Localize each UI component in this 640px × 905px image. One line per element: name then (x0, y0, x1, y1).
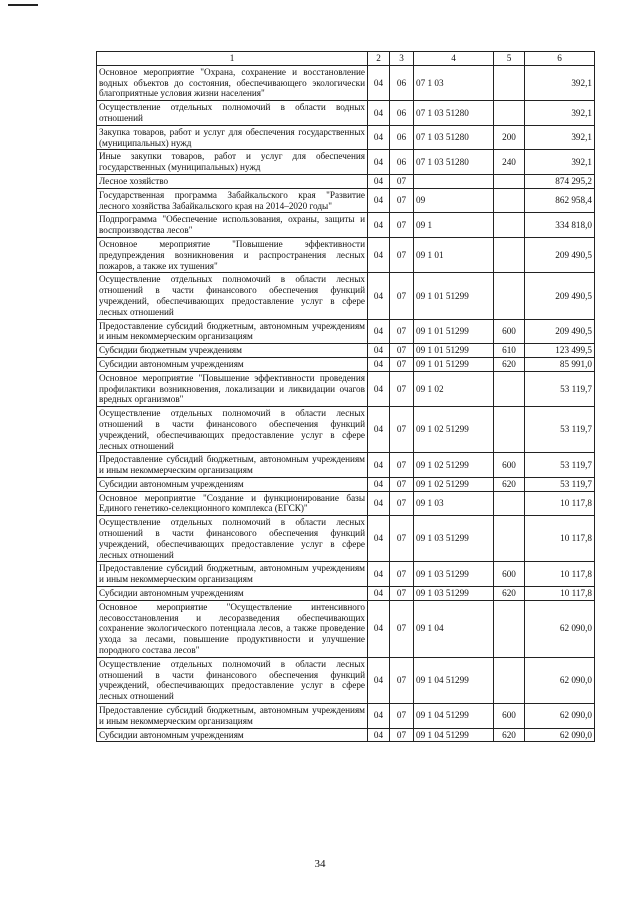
row-expense-type-cell (494, 600, 525, 657)
row-expense-type-cell (494, 657, 525, 703)
row-subsection-cell: 07 (390, 407, 414, 453)
table-row (97, 237, 595, 272)
row-subsection-cell: 07 (390, 453, 414, 478)
row-expense-type-cell (494, 101, 525, 126)
row-section-cell: 04 (368, 562, 390, 587)
row-amount-cell: 10 117,8 (525, 587, 595, 601)
row-amount-cell: 62 090,0 (525, 600, 595, 657)
row-expense-type-cell: 600 (494, 453, 525, 478)
table-row (97, 491, 595, 516)
row-amount-cell: 392,1 (525, 65, 595, 100)
row-subsection-cell: 07 (390, 562, 414, 587)
header-cell: 3 (390, 52, 414, 66)
row-amount-cell: 62 090,0 (525, 704, 595, 729)
row-subsection-cell: 06 (390, 150, 414, 175)
row-name-cell: Субсидии бюджетным учреждениям (97, 344, 368, 358)
header-cell: 5 (494, 52, 525, 66)
row-subsection-cell: 07 (390, 728, 414, 742)
table-row (97, 704, 595, 729)
row-subsection-cell: 07 (390, 213, 414, 238)
row-amount-cell: 53 119,7 (525, 453, 595, 478)
row-amount-cell: 53 119,7 (525, 477, 595, 491)
row-expense-type-cell: 610 (494, 344, 525, 358)
row-expense-type-cell (494, 65, 525, 100)
budget-table (96, 51, 595, 742)
row-section-cell: 04 (368, 371, 390, 406)
row-name-cell: Субсидии автономным учреждениям (97, 728, 368, 742)
table-row (97, 174, 595, 188)
row-name-cell: Предоставление субсидий бюджетным, автономным учреждениям и иным некоммерческим организациям (97, 562, 368, 587)
row-name-cell: Осуществление отдельных полномочий в области лесных отношений в части финансового обеспечения функций учреждений, обеспечивающих предоставление услуг в сфере лесных отношений (97, 407, 368, 453)
row-section-cell: 04 (368, 174, 390, 188)
row-section-cell: 04 (368, 150, 390, 175)
row-subsection-cell: 06 (390, 65, 414, 100)
table-row (97, 407, 595, 453)
table-row (97, 371, 595, 406)
row-amount-cell: 10 117,8 (525, 516, 595, 562)
row-subsection-cell: 06 (390, 125, 414, 150)
row-subsection-cell: 07 (390, 491, 414, 516)
row-name-cell: Осуществление отдельных полномочий в области лесных отношений в части финансового обеспечения функций учреждений, обеспечивающих предоставление услуг в сфере лесных отношений (97, 516, 368, 562)
row-subsection-cell: 07 (390, 600, 414, 657)
row-expense-type-cell: 200 (494, 125, 525, 150)
row-target-code-cell: 07 1 03 51280 (414, 150, 494, 175)
row-target-code-cell: 09 (414, 188, 494, 213)
row-name-cell: Государственная программа Забайкальского края "Развитие лесного хозяйства Забайкальского края на 2014–2020 годы" (97, 188, 368, 213)
table-body (97, 65, 595, 742)
row-section-cell: 04 (368, 587, 390, 601)
row-subsection-cell: 07 (390, 357, 414, 371)
row-name-cell: Основное мероприятие "Повышение эффективности предупреждения возникновения и распространения лесных пожаров, а также их тушения" (97, 237, 368, 272)
row-section-cell: 04 (368, 477, 390, 491)
row-amount-cell: 209 490,5 (525, 319, 595, 344)
row-name-cell: Иные закупки товаров, работ и услуг для обеспечения государственных (муниципальных) нужд (97, 150, 368, 175)
row-expense-type-cell: 600 (494, 562, 525, 587)
row-section-cell: 04 (368, 728, 390, 742)
row-target-code-cell: 09 1 04 51299 (414, 657, 494, 703)
row-section-cell: 04 (368, 657, 390, 703)
header-cell: 6 (525, 52, 595, 66)
row-target-code-cell: 09 1 01 51299 (414, 319, 494, 344)
row-subsection-cell: 07 (390, 704, 414, 729)
row-target-code-cell: 09 1 02 51299 (414, 453, 494, 478)
row-amount-cell: 334 818,0 (525, 213, 595, 238)
row-name-cell: Осуществление отдельных полномочий в области лесных отношений в части финансового обеспечения функций учреждений, обеспечивающих предоставление услуг в сфере лесных отношений (97, 657, 368, 703)
table-header-row (97, 52, 595, 66)
row-subsection-cell: 06 (390, 101, 414, 126)
row-amount-cell: 62 090,0 (525, 728, 595, 742)
row-target-code-cell: 09 1 04 51299 (414, 728, 494, 742)
row-section-cell: 04 (368, 188, 390, 213)
table-row (97, 357, 595, 371)
row-target-code-cell: 09 1 03 51299 (414, 516, 494, 562)
row-amount-cell: 392,1 (525, 150, 595, 175)
row-target-code-cell: 09 1 02 (414, 371, 494, 406)
row-amount-cell: 85 991,0 (525, 357, 595, 371)
row-expense-type-cell (494, 371, 525, 406)
row-subsection-cell: 07 (390, 371, 414, 406)
row-section-cell: 04 (368, 319, 390, 344)
row-subsection-cell: 07 (390, 587, 414, 601)
table-row (97, 657, 595, 703)
table-row (97, 562, 595, 587)
row-name-cell: Субсидии автономным учреждениям (97, 587, 368, 601)
table-row (97, 125, 595, 150)
row-amount-cell: 209 490,5 (525, 273, 595, 319)
row-target-code-cell: 09 1 03 51299 (414, 587, 494, 601)
row-amount-cell: 209 490,5 (525, 237, 595, 272)
row-expense-type-cell: 620 (494, 587, 525, 601)
row-subsection-cell: 07 (390, 516, 414, 562)
row-section-cell: 04 (368, 344, 390, 358)
row-target-code-cell: 09 1 01 (414, 237, 494, 272)
row-target-code-cell (414, 174, 494, 188)
table-row (97, 188, 595, 213)
table-row (97, 453, 595, 478)
table-row (97, 65, 595, 100)
row-section-cell: 04 (368, 491, 390, 516)
row-expense-type-cell (494, 174, 525, 188)
row-target-code-cell: 09 1 (414, 213, 494, 238)
row-section-cell: 04 (368, 704, 390, 729)
row-name-cell: Основное мероприятие "Осуществление интенсивного лесовосстановления и лесоразведения обеспечивающих сохранение экологического потенциала лесов, а также проведение ухода за лесами, повышение продуктивности и улучшение породного состава лесов" (97, 600, 368, 657)
row-name-cell: Субсидии автономным учреждениям (97, 357, 368, 371)
row-subsection-cell: 07 (390, 237, 414, 272)
row-expense-type-cell (494, 491, 525, 516)
row-section-cell: 04 (368, 101, 390, 126)
page-number: 34 (314, 858, 326, 870)
row-expense-type-cell (494, 516, 525, 562)
row-name-cell: Осуществление отдельных полномочий в области водных отношений (97, 101, 368, 126)
row-section-cell: 04 (368, 407, 390, 453)
row-target-code-cell: 07 1 03 (414, 65, 494, 100)
row-amount-cell: 10 117,8 (525, 491, 595, 516)
row-target-code-cell: 09 1 01 51299 (414, 357, 494, 371)
row-name-cell: Основное мероприятие "Повышение эффективности проведения профилактики возникновения, локализации и ликвидации очагов вредных организмов" (97, 371, 368, 406)
row-amount-cell: 862 958,4 (525, 188, 595, 213)
row-name-cell: Субсидии автономным учреждениям (97, 477, 368, 491)
row-target-code-cell: 07 1 03 51280 (414, 125, 494, 150)
row-target-code-cell: 09 1 01 51299 (414, 344, 494, 358)
row-target-code-cell: 09 1 03 51299 (414, 562, 494, 587)
row-target-code-cell: 09 1 04 (414, 600, 494, 657)
row-name-cell: Закупка товаров, работ и услуг для обеспечения государственных (муниципальных) нужд (97, 125, 368, 150)
table-row (97, 600, 595, 657)
row-expense-type-cell (494, 273, 525, 319)
row-amount-cell: 392,1 (525, 101, 595, 126)
row-subsection-cell: 07 (390, 344, 414, 358)
row-target-code-cell: 09 1 01 51299 (414, 273, 494, 319)
row-name-cell: Лесное хозяйство (97, 174, 368, 188)
row-name-cell: Основное мероприятие "Охрана, сохранение и восстановление водных объектов до состояния, обеспечивающего экологически благоприятные условия жизни населения" (97, 65, 368, 100)
row-section-cell: 04 (368, 357, 390, 371)
row-expense-type-cell: 620 (494, 728, 525, 742)
row-amount-cell: 392,1 (525, 125, 595, 150)
table-row (97, 273, 595, 319)
row-section-cell: 04 (368, 213, 390, 238)
row-target-code-cell: 09 1 04 51299 (414, 704, 494, 729)
row-amount-cell: 874 295,2 (525, 174, 595, 188)
row-subsection-cell: 07 (390, 319, 414, 344)
table-row (97, 728, 595, 742)
table-row (97, 319, 595, 344)
row-expense-type-cell: 620 (494, 357, 525, 371)
row-expense-type-cell (494, 237, 525, 272)
row-amount-cell: 62 090,0 (525, 657, 595, 703)
row-expense-type-cell: 600 (494, 704, 525, 729)
header-cell: 4 (414, 52, 494, 66)
corner-mark (8, 4, 38, 6)
row-expense-type-cell (494, 188, 525, 213)
header-cell: 2 (368, 52, 390, 66)
row-amount-cell: 123 499,5 (525, 344, 595, 358)
header-cell: 1 (97, 52, 368, 66)
row-expense-type-cell: 620 (494, 477, 525, 491)
row-target-code-cell: 07 1 03 51280 (414, 101, 494, 126)
row-name-cell: Предоставление субсидий бюджетным, автономным учреждениям и иным некоммерческим организациям (97, 319, 368, 344)
row-name-cell: Предоставление субсидий бюджетным, автономным учреждениям и иным некоммерческим организациям (97, 704, 368, 729)
row-section-cell: 04 (368, 65, 390, 100)
row-amount-cell: 53 119,7 (525, 407, 595, 453)
row-expense-type-cell (494, 407, 525, 453)
row-section-cell: 04 (368, 453, 390, 478)
row-amount-cell: 10 117,8 (525, 562, 595, 587)
row-amount-cell: 53 119,7 (525, 371, 595, 406)
table-row (97, 150, 595, 175)
row-expense-type-cell (494, 213, 525, 238)
row-name-cell: Подпрограмма "Обеспечение использования, охраны, защиты и воспроизводства лесов" (97, 213, 368, 238)
table-row (97, 101, 595, 126)
row-name-cell: Основное мероприятие "Создание и функционирование базы Единого генетико-селекционного комплекса (ЕГСК)" (97, 491, 368, 516)
row-subsection-cell: 07 (390, 477, 414, 491)
row-subsection-cell: 07 (390, 188, 414, 213)
row-expense-type-cell: 600 (494, 319, 525, 344)
row-section-cell: 04 (368, 600, 390, 657)
row-subsection-cell: 07 (390, 657, 414, 703)
row-target-code-cell: 09 1 02 51299 (414, 407, 494, 453)
row-name-cell: Предоставление субсидий бюджетным, автономным учреждениям и иным некоммерческим организациям (97, 453, 368, 478)
table-row (97, 344, 595, 358)
table-row (97, 587, 595, 601)
table-row (97, 516, 595, 562)
row-target-code-cell: 09 1 02 51299 (414, 477, 494, 491)
row-section-cell: 04 (368, 516, 390, 562)
row-section-cell: 04 (368, 125, 390, 150)
table-row (97, 213, 595, 238)
row-expense-type-cell: 240 (494, 150, 525, 175)
row-name-cell: Осуществление отдельных полномочий в области лесных отношений в части финансового обеспечения функций учреждений, обеспечивающих предоставление услуг в сфере лесных отношений (97, 273, 368, 319)
row-subsection-cell: 07 (390, 174, 414, 188)
row-subsection-cell: 07 (390, 273, 414, 319)
row-section-cell: 04 (368, 273, 390, 319)
row-section-cell: 04 (368, 237, 390, 272)
table-row (97, 477, 595, 491)
row-target-code-cell: 09 1 03 (414, 491, 494, 516)
